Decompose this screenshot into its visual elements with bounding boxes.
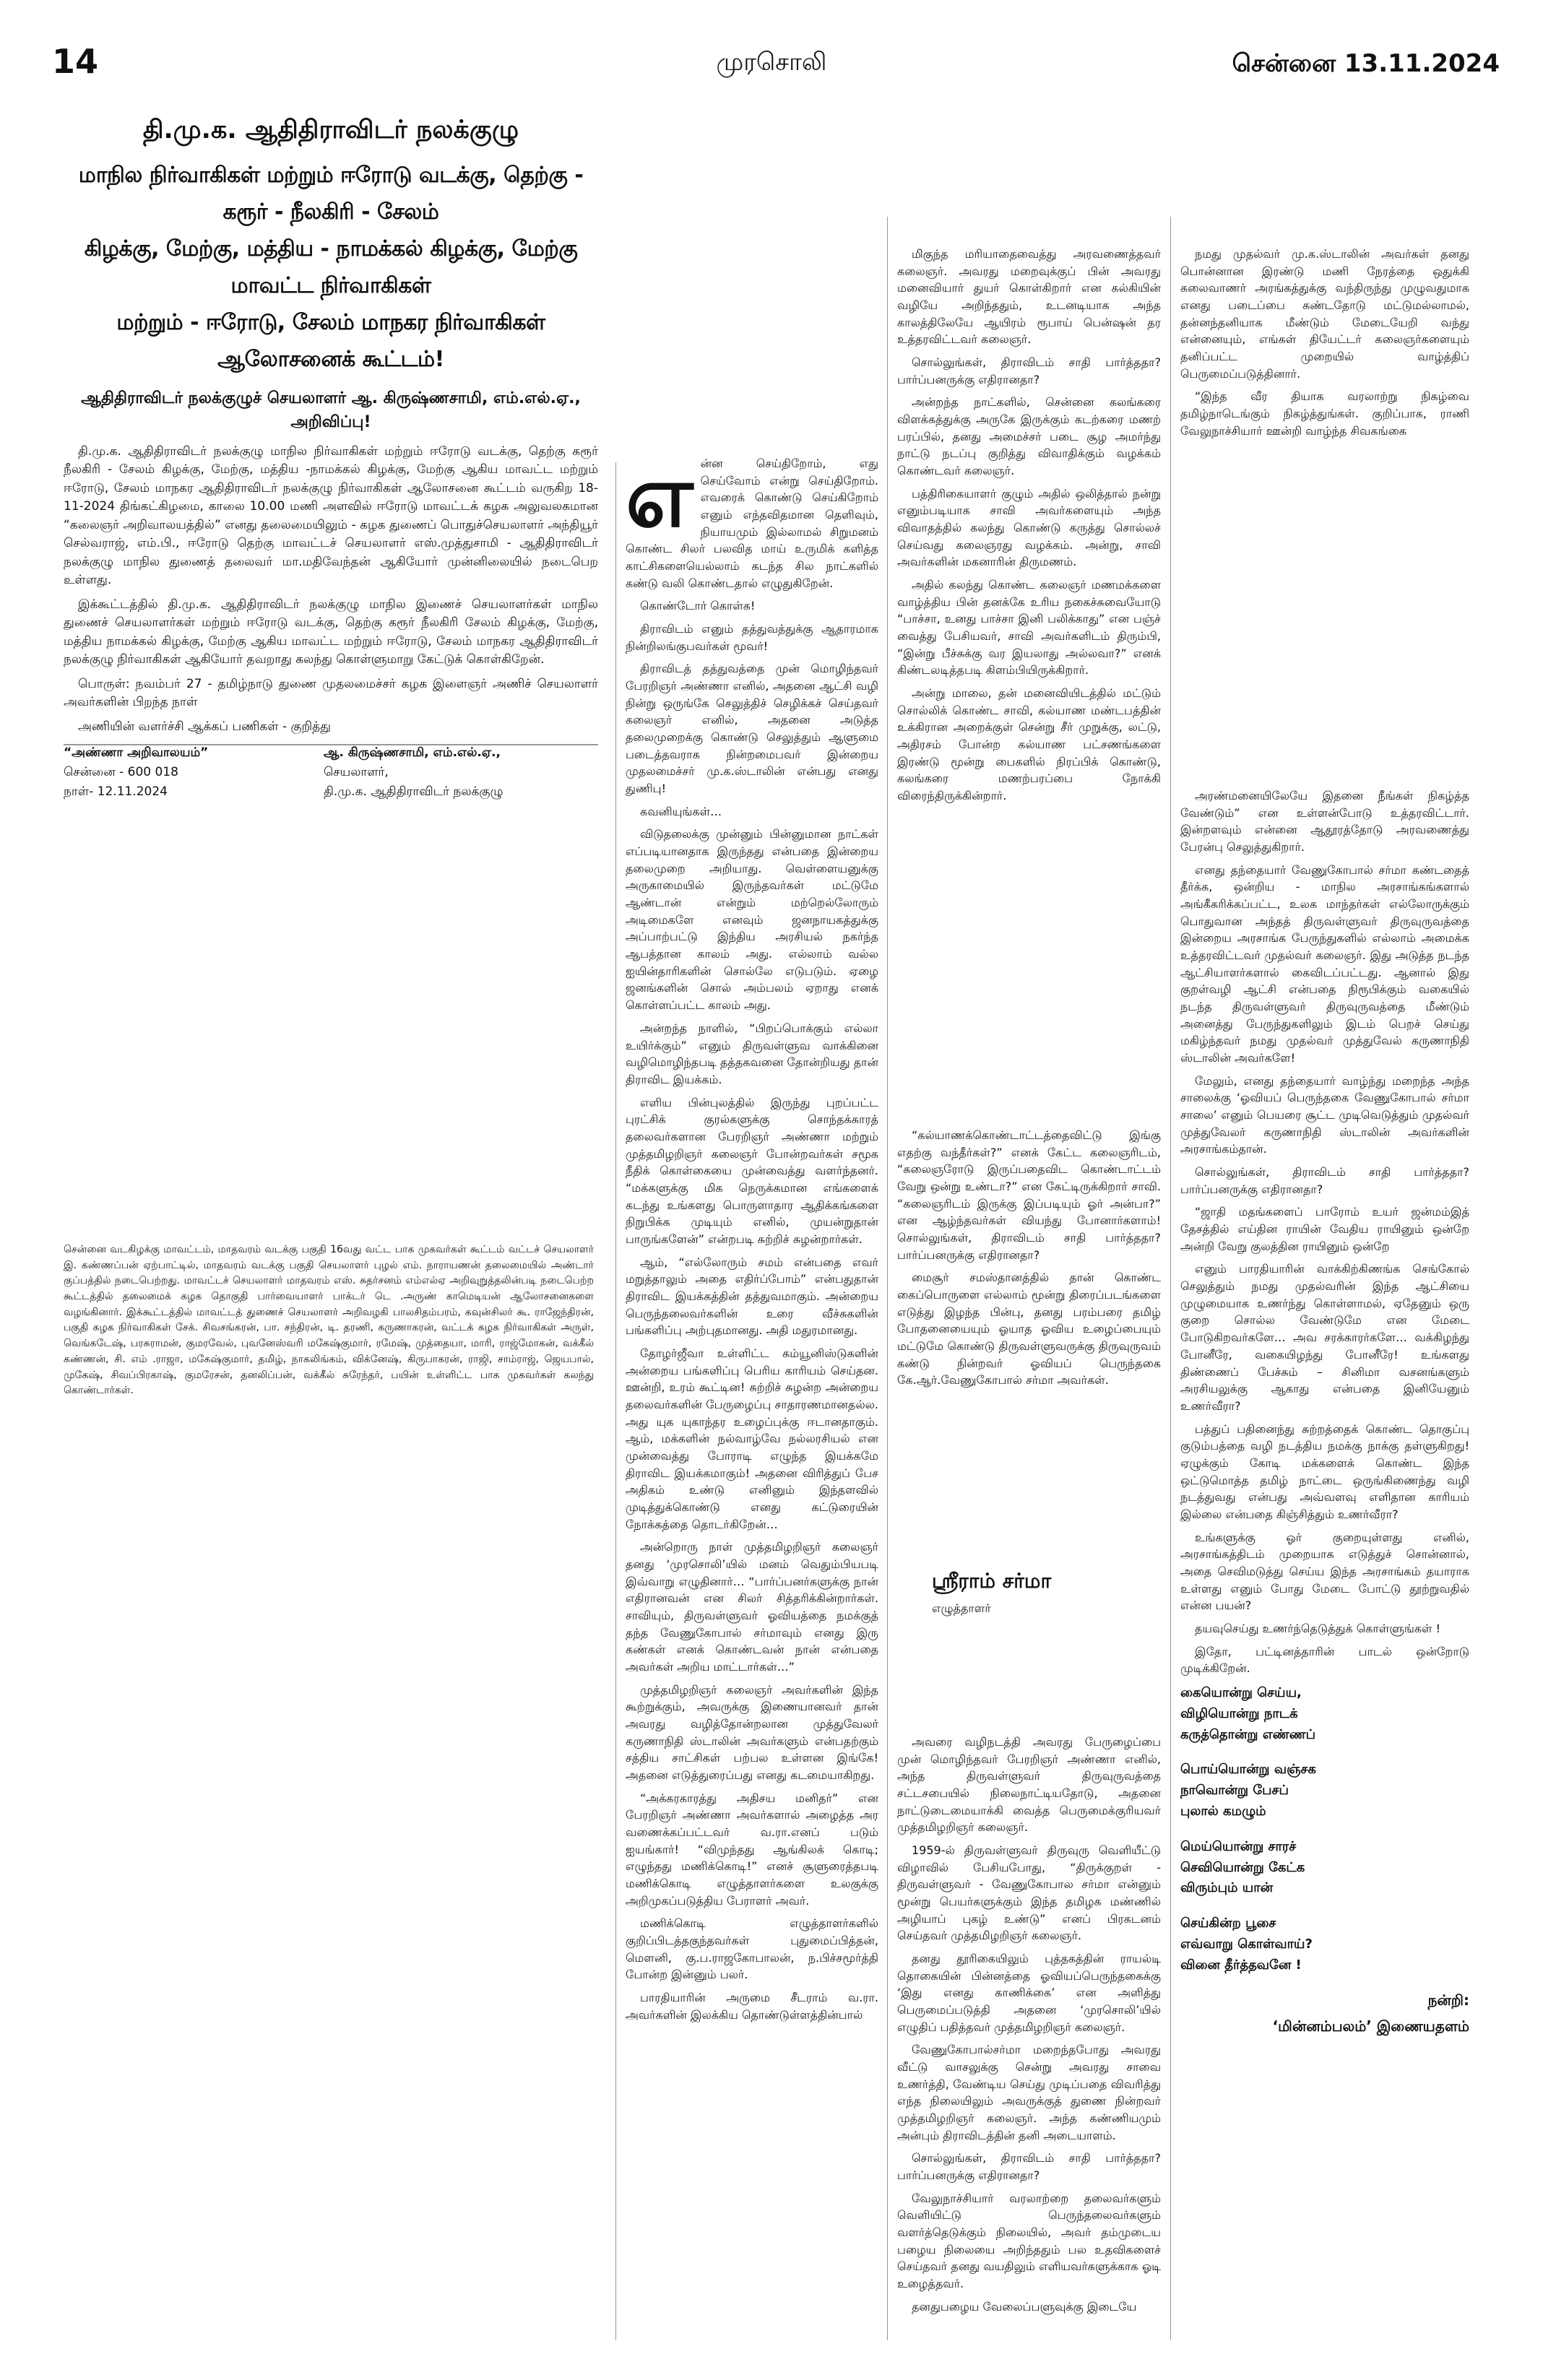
author-byline (932, 1569, 1149, 1617)
article-paragraph: மேலும், எனது தந்தையார் வாழ்ந்து மறைந்த அந்த சாலைக்கு ‘ஓவியப் பெருந்தகை வேணுகோபால் சர்மா சாலை’ எனும் பெயரை சூட்ட முடிவெடுத்தும் முதல்வர் முத்துவேலர் கருணாநிதி ஸ்டாலின் அவர்களின் அரசாங்கம்தான். (1180, 1073, 1469, 1156)
paper-name: முரசொலி (716, 48, 827, 77)
article-paragraph: விடுதலைக்கு முன்னும் பின்னுமான நாட்கள் எப்படியானதாக இருந்தது என்பதை இன்றைய தலைமுறை அறியாது. வெள்ளையனுக்கு அருகாமையில் இருந்தவர்கள் மட்டுமே ஆண்டான் என்றும் மற்றெல்லோரும் அடிமைகளே எனவும் ஜனநாயகத்துக்கு அப்பாற்பட்டு இந்திய அரசியல் நகர்ந்த ஆபத்தான காலம் அது. எல்லாம் வல்ல ஐயின்தாரிகளின் சொல்லே எடுபடும். ஏழை ஜனங்களின் சொல் அம்பலம் ஏறாது எனக் கொள்ளப்பட்ட காலம் அது. (626, 827, 878, 1013)
article-paragraph: “அக்கரகாரத்து அதிசய மனிதர்” என பேரறிஞர் அண்ணா அவர்களால் அழைத்த அர வணைக்கப்பட்டவர் வ.ரா.எனப் படும் ஐயங்கார்! “விமுந்தது ஆங்கிலக் கொடி; எழுந்தது மணிக்கொடி!” எனச் சூளுரைத்தபடி மணிக்கொடி எழுத்தாளர்களை உலகுக்கு அறிமுகப்படுத்திய பேராளர் அவர். (626, 1791, 878, 1908)
article-paragraph: தனது தூரிகையிலும் புத்தகத்தின் ராயல்டி தொகையின் பின்னத்தை ஓவியப்பெருந்தகைக்கு ‘இது எனது காணிக்கை’ என அளித்து பெருமைப்படுத்தி அதனை ‘முரசொலி’யில் எழுதிப் பதித்தவர் முத்தமிழறிஞர் கலைஞர். (897, 1952, 1161, 2034)
article-paragraph: எனும் பாரதியாரின் வாக்கிற்கிணங்க செங்கோல் செலுத்தும் நமது முதல்வரின் இந்த ஆட்சியை முழுமையாக உணர்ந்து கொள்ளாமல், ஏதேனும் ஒரு குறை சொல்ல வேண்டுமே என மேடை போடுகிறவர்களே… அவ சரக்காரர்களே… வக்கிழந்து போனீரே, வகையிழந்து போனீரே! உங்களது திண்ணைப் பேச்சும் – சினிமா வசனங்களும் அரசியலுக்கு ஆகாது என்பதை இனியேனும் உணர்வீரா? (1180, 1262, 1469, 1413)
notice-headline-line: கிழக்கு, மேற்கு, மத்திய - நாமக்கல் கிழக்கு, மேற்கு மாவட்ட நிர்வாகிகள் (84, 235, 578, 298)
address-name: “அண்ணா அறிவாலயம்” (64, 745, 209, 760)
agenda-label: பொருள்: (78, 676, 130, 691)
address-city: சென்னை - 600 018 (64, 765, 178, 780)
signer-org: தி.மு.க. ஆதிதிராவிடர் நலக்குழு (324, 784, 503, 800)
article-col-2-middle (897, 1127, 1161, 1395)
dropcap: எ (626, 446, 693, 547)
thanks-label: நன்றி: (1427, 1991, 1469, 2009)
poem-stanza: மெய்யொன்று சாரச் செவியொன்று கேட்க விரும்பும் யான் (1180, 1838, 1305, 1896)
article-paragraph: அன்றொரு நாள் முத்தமிழறிஞர் கலைஞர் தனது ‘முரசொலி’யில் மனம் வெதும்பியபடி இவ்வாறு எழுதினார்… “பார்ப்பனர்களுக்கு நான் எதிரானவன் என சிலர் சித்தரிக்கின்றார்கள். சாவியும், திருவள்ளுவர் ஓவியத்தை நமக்குத் தந்த வேணுகோபால் சர்மாவும் எனது இரு கண்கள் எனக் கொண்டவன் நான் என்பதை அவர்கள் அறிய மாட்டார்கள்…” (626, 1540, 878, 1674)
article-paragraph: அரண்மனையிலேயே இதனை நீங்கள் நிகழ்த்த வேண்டும்” என உள்ளன்போடு உத்தரவிட்டார். இன்றளவும் என்னை ஆதூரத்தோடு அரவணைத்து பேரன்பு செலுத்துகிறார். (1180, 789, 1469, 854)
notice-headline (64, 157, 598, 378)
article-paragraph: 1959-ல் திருவள்ளுவர் திருவுரு வெளியீட்டு விழாவில் பேசியபோது, “திருக்குறள் - திருவள்ளுவர் - வேணுகோபால சர்மா என்னும் மூன்று பெயர்களுக்கும் இந்த தமிழக மண்ணில் அழியாப் புகழ் உண்டு” எனப் பிரகடனம் செய்தவர் முத்தமிழறிஞர் கலைஞர். (897, 1843, 1161, 1943)
article-paragraph: சொல்லுங்கள், திராவிடம் சாதி பார்த்ததா? பார்ப்பனருக்கு எதிரானதா? (1180, 1165, 1469, 1196)
article-paragraph: கவனியுங்கள்… (640, 804, 722, 818)
article-paragraph: “இந்த வீர தியாக வரலாற்று நிகழ்வை தமிழ்நாடெங்கும் நிகழ்த்துங்கள். குறிப்பாக, ராணி வேலுநாச்சியார் ஊன்றி வாழ்ந்த சிவகங்கை (1180, 389, 1469, 438)
article-paragraph: “ஜாதி மதங்களைப் பாரோம் உயர் ஜன்மம்இத் தேசத்தில் எய்தின ராயின் வேதிய ராயினும் ஒன்றே அன்றி வேறு குலத்தின ராயினும் ஒன்றே (1180, 1205, 1469, 1253)
article-paragraph: தனதுபழைய வேலைப்பளுவுக்கு இடையே (912, 2299, 1137, 2314)
article-paragraph: சொல்லுங்கள், திராவிடம் சாதி பார்த்ததா? பார்ப்பனருக்கு எதிரானதா? (897, 355, 1161, 386)
article-paragraph: இதோ, பட்டினத்தாரின் பாடல் ஒன்றோடு முடிக்கிறேன். (1180, 1644, 1469, 1676)
article-paragraph: வேலுநாச்சியார் வரலாற்றை தலைவர்களும் வெளியிட்டு பெருந்தலைவர்களும் வளர்த்தெடுக்கும் நிலையில், அவர் தம்முடைய பழைய நிலையை அறிந்ததும் பல உதவிகளைச் செய்தவர் தனது வயதிலும் எளியவர்களுக்காக ஓடி உழைத்தவர். (897, 2191, 1161, 2291)
notice-date: நாள்- 12.11.2024 (64, 784, 168, 800)
article-paragraph: அவரை வழிநடத்தி அவரது பேருழைப்பை முன் மொழிந்தவர் பேரறிஞர் அண்ணா எனில், அந்த திருவள்ளுவர் திருவுருவத்தை சட்டசபையில் நிலைநாட்டியதோடு, அதனை நாட்டுடைமையாக்கி வைத்த பெருமைக்குரியவர் முத்தமிழறிஞர் கலைஞர். (897, 1735, 1161, 1835)
column-rule (615, 462, 616, 2340)
notice-paragraph: தி.மு.க. ஆதிதிராவிடர் நலக்குழு மாநில நிர்வாகிகள் மற்றும் ஈரோடு வடக்கு, தெற்கு கரூர் நீலகிரி - சேலம் கிழக்கு, மேற்கு, மத்திய -நாமக்கல் கிழக்கு, மேற்கு ஆகிய மாவட்ட மற்றும் ஈரோடு, சேலம் மாநகர ஆதிதிராவிடர் நலக்குழு நிர்வாகிகள் ஆலோசனை கூட்டம் வருகிற 18-11-2024 திங்கட்கிழமை, காலை 10.00 மணி அளவில் ஈரோடு மாவட்டக் கழக அலுவலகமான “கலைஞர் அறிவாலயத்தில்” எனது தலைமையிலும் - கழக துணைப் பொதுச்செயலாளர் அந்தியூர் செல்வராஜ், எம்.பி., ஈரோடு தெற்கு மாவட்டச் செயலாளர் எஸ்.முத்துசாமி - ஆதிதிராவிடர் நலக்குழு மாநில துணைத் தலைவர் மா.மதிவேந்தன் ஆகியோர் முன்னிலையில் நடைபெற உள்ளது. (64, 443, 598, 587)
notice-agenda (64, 675, 598, 712)
notice-headline-line: மற்றும் - ஈரோடு, சேலம் மாநகர நிர்வாகிகள் ஆலோசனைக் கூட்டம்! (116, 309, 545, 372)
poem-stanza: செய்கின்ற பூசை எவ்வாறு கொள்வாய்? வினை தீர்த்தவனே ! (1180, 1916, 1313, 1973)
poem-stanza: பொய்யொன்று வஞ்சக நாவொன்று பேசப் புலால் கமழும் (1180, 1762, 1316, 1819)
notice-divider (64, 744, 598, 745)
article-paragraph: உங்களுக்கு ஓர் குறையுள்ளது எனில், அரசாங்கத்திடம் முறையாக எடுத்துச் சொன்னால், அதை செவிமடுத்து செய்ய இந்த அரசாங்கம் தயாராக உள்ளது எனும் போது மேடை போட்டு தூற்றுவதில் என்ன பயன்? (1180, 1530, 1469, 1613)
article-paragraph: எளிய பின்புலத்தில் இருந்து புறப்பட்ட புரட்சிக் குரல்களுக்கு சொந்தக்காரத் தலைவர்களான பேரறிஞர் அண்ணா மற்றும் முத்தமிழறிஞர் கலைஞர் போன்றவர்கள் சமூக நீதிக் கொள்கையை முன்வைத்து வளர்ந்தனர். “மக்களுக்கு மிக நெருக்கமான எங்களைக் கடந்து உங்களது பொருளாதார ஆதிக்கங்களை நிறுபிக்க முடியும் எனில், முயன்றுதான் பாருங்களேன்” என்றபடி சுற்றிச் சுழன்றார்கள். (626, 1095, 878, 1246)
poem-stanza: கையொன்று செய்ய, விழியொன்று நாடக் கருத்தொன்று எண்ணப் (1180, 1684, 1316, 1742)
notice-subheading: ஆதிதிராவிடர் நலக்குழுச் செயலாளர் ஆ. கிருஷ்ணசாமி, எம்.எல்.ஏ., அறிவிப்பு! (81, 389, 581, 431)
article-paragraph: பத்துப் பதினைந்து சுற்றத்தைக் கொண்ட தொகுப்பு குடும்பத்தை வழி நடத்திய நமக்கு நாக்கு தள்ளுகிறது! ஏழுக்கும் கோடி மக்களைக் கொண்ட இந்த ஒட்டுமொத்த தமிழ் நாட்டை ஒருங்கிணைந்து வழி நடத்துவது என்பது அவ்வளவு எளிதான காரியம் இல்லை என்பதை கிஞ்சித்தும் உணர்வீரா? (1180, 1421, 1469, 1521)
article-paragraph: அன்றந்த நாளில், “பிறப்பொக்கும் எல்லா உயிர்க்கும்” எனும் திருவள்ளுவ வாக்கினை வழிமொழிந்தபடி தத்தகவனை தோன்றியது தான் திராவிட இயக்கம். (626, 1021, 878, 1086)
article-paragraph: அன்று மாலை, தன் மனைவியிடத்தில் மட்டும் சொல்லிக் கொண்ட சாவி, கல்யாண மண்டபத்தின் உக்கிரான அறைக்குள் சென்று சீர் முறுக்கு, லட்டு, அதிரசம் போன்ற கல்யாண பட்சணங்களை இரண்டு மூன்று பைகளில் நிரப்பிக் கொண்டு, கலங்கரை மணற்பரப்பை நோக்கி விரைந்திருக்கின்றார். (897, 686, 1161, 803)
agenda-text: நவம்பர் 27 - தமிழ்நாடு துணை முதலமைச்சர் கழக இளைஞர் அணிச் செயலாளர் அவர்களின் பிறந்த நாள் (64, 676, 599, 709)
article-paragraph: தயவுசெய்து உணர்ந்தெடுத்துக் கொள்ளுங்கள் ! (1195, 1621, 1441, 1635)
article-paragraph: தோழர்ஜீவா உள்ளிட்ட கம்யூனிஸ்டுகளின் அன்றைய பங்களிப்பு பெரிய காரியம் செய்தன. ஊன்றி, உரம் கூட்டின! சுற்றிச் சுழன்ற அன்றைய தலைவர்களின் பேருழைப்பு சாதாரணமானதல்ல. அது யுக யுகாந்தர உழைப்புக்கு ஈடானதாகும். ஆம், மக்களின் நல்வாழ்வே நல்லரசியல் என முன்வைத்து போராடி எழுந்த இயக்கமே திராவிட இயக்கமாகும்! அதனை விரித்துப் பேச அதிகம் உண்டு எனினும் இந்தளவில் முடித்துக்கொண்டு எனது கட்டுரையின் நோக்கத்தை தொடர்கிறேன்… (626, 1346, 878, 1531)
masthead (0, 0, 1543, 94)
signer-role: செயலாளர், (324, 765, 389, 780)
article-paragraph: மைசூர் சமஸ்தானத்தில் தான் கொண்ட கைப்பொருளை எல்லாம் மூன்று திரைப்படங்களை எடுத்து இழந்த பின்பு, தனது பரம்பரை தமிழ் போதனையையும் ஓயாத ஓவிய உழைப்பையும் மட்டுமே கொண்டு திருவள்ளுவருக்கு திருவுருவம் கண்டு நின்றவர் ஓவியப் பெருந்தகை கே.ஆர்.வேணுகோபால் சர்மா அவர்கள். (897, 1271, 1161, 1388)
article-paragraph: பாரதியாரின் அருமை சீடராம் வ.ரா. அவர்களின் இலக்கிய தொண்டுள்ளத்தின்பால் (626, 1991, 878, 2022)
article-paragraph: முத்தமிழறிஞர் கலைஞர் அவர்களின் இந்த கூற்றுக்கும், அவருக்கு இணையானவர் தான் அவரது வழித்தோன்றலான முத்துவேலர் கருணாநிதி ஸ்டாலின் அவர்களும் என்பதற்கும் சத்திய சாட்சிகள் பற்பல உள்ளன இங்கே! அதனை எடுத்துரைப்பது எனது கடமையாகிறது. (626, 1682, 878, 1783)
notice-paragraph: இக்கூட்டத்தில் தி.மு.க. ஆதிதிராவிடர் நலக்குழு மாநில இணைச் செயலாளர்கள் மாநில துணைச் செயலாளர்கள் மற்றும் ஈரோடு வடக்கு, தெற்கு கரூர் நீலகிரி சேலம் கிழக்கு, மேற்கு, மத்திய நாமக்கல் கிழக்கு, மேற்கு ஆகிய மாவட்ட மற்றும் ஈரோடு, சேலம் மாநகர ஆதிதிராவிடர் நலக்குழு நிர்வாகிகள் ஆகியோர் தவறாது கலந்து கொள்ளுமாறு கேட்டுக் கொள்கிறேன். (64, 597, 598, 667)
author-role: எழுத்தாளர் (932, 1601, 991, 1615)
page-number: 14 (52, 42, 99, 81)
article-paragraph: திராவிடம் எனும் தத்துவத்துக்கு ஆதாரமாக நின்றிலங்குபவர்கள் மூவர்! (626, 622, 878, 653)
article-paragraph: அதில் கலந்து கொண்ட கலைஞர் மணமக்களை வாழ்த்திய பின் தனக்கே உரிய நகைச்சுவையோடு “பாச்சா, உனது பாச்சா இனி பலிக்காது” என பஞ்ச் வைத்து பேசியவர், சாவி அவர்களிடம் திரும்பி, “இன்று பீச்சுக்கு வர இயலாது அல்லவா?” எனக் கிண்டலடித்தபடி கிளம்பியிருக்கிறார். (897, 578, 1161, 678)
article-paragraph: “கல்யாணக்கொண்டாட்டத்தைவிட்டு இங்கு எதற்கு வந்தீர்கள்?” எனக் கேட்ட கலைஞரிடம், “கலைஞரோடு இருப்பதைவிட கொண்டாட்டம் வேறு ஒன்று உண்டா?” என கேட்டிருக்கிறார் சாவி. “கலைஞரிடம் இருக்கு இப்படியும் ஓர் அன்பா?” என ஆழ்ந்தவர்கள் வியந்து போனார்களாம்! சொல்லுங்கள், திராவிடம் சாதி பார்த்ததா? பார்ப்பனருக்கு எதிரானதா? (897, 1128, 1161, 1262)
source-credit: ‘மின்னம்பலம்’ இணையதளம் (1272, 2017, 1469, 2035)
article-paragraph: திராவிடத் தத்துவத்தை முன் மொழிந்தவர் பேரறிஞர் அண்ணா எனில், அதனை ஆட்சி வழி நின்று ஒருங்கே செலுத்திச் செழிக்கச் செய்தவர் கலைஞர் எனில், அதனை அடுத்த தலைமுறைக்கு கொண்டு செலுத்தும் ஆளுமை படைத்தவராக நின்றமைபவர் இன்றைய முதலமைச்சர் மு.க.ஸ்டாலின் என்பது எனது துணிபு! (626, 662, 878, 796)
article-col-2-upper (897, 246, 1161, 810)
notice-headline-line: மாநில நிர்வாகிகள் மற்றும் ஈரோடு வடக்கு, தெற்கு - கரூர் - நீலகிரி - சேலம் (78, 162, 584, 225)
article-paragraph: மணிக்கொடி எழுத்தாளர்களில் குறிப்பிடத்தகுந்தவர்கள் புதுமைப்பித்தன், மௌனி, கு.ப.ராஜகோபாலன், ந.பிச்சமூர்த்தி போன்ற இன்னும் பலர். (626, 1916, 878, 1982)
notice-agenda-note: அணியின் வளர்ச்சி ஆக்கப் பணிகள் - குறித்து (78, 719, 331, 734)
notice (64, 95, 598, 813)
article-col-3-lower (1180, 787, 1469, 2038)
article-paragraph: வேணுகோபால்சர்மா மறைந்தபோது அவரது வீட்டு வாசலுக்கு சென்று அவரது சாவை உணர்த்தி, வேண்டிய செய்து முடிப்பதை விவரித்து எந்த நிலையிலும் அவருக்குத் துணை நின்றவர் முத்தமிழறிஞர் கலைஞர். அந்த கண்ணியமும் அன்பும் திராவிடத்தின் தனி அடையாளம். (897, 2043, 1161, 2142)
article-col-1 (626, 446, 878, 2029)
column-rule (887, 217, 888, 2340)
photo-caption: சென்னை வடகிழக்கு மாவட்டம், மாதவரம் வடக்கு பகுதி 16வது வட்ட பாக முகவர்கள் கூட்டம் வட்டச் செயலாளர் இ. கண்ணப்பன் ஏற்பாட்டில், மாதவரம் வடக்கு பகுதி செயலாளர் புழல் எம். நாராயணன் தலைமையில் அண்டார் குப்பத்தில் நடைபெற்றது. மாவட்டச் செயலாளர் மாதவரம் எஸ். சுதர்சனம் எம்எல்ஏ அறிவுறுத்தலின்படி நடைபெற்ற கூட்டத்தில் தலைமைக் கழக தொகுதி பார்வையாளர் பாக்டர் டெ .அருண் காமெடியன் ஆலோசனைகளை வழங்கினார். இக்கூட்டத்தில் மாவட்டத் துணைச் செயலாளர் அறிவழகி பாலசிதம்பரம், கவுன்சிலர் கூ. ராஜேந்திரன், பகுதி கழக நிர்வாகிகள் சேக். சிவசங்கரன், பா. சந்திரன், டி. தரணி, கருணாகரன், வட்டக் கழக நிர்வாகிகள் அருள், வெங்கடேஷ், பரசுராமன், குமரவேல், புவனேஸ்வரி மகேஷ்குமார், ரமேஷ், முத்தையா, மாரி, ராஜ்மோகன், வக்கீல் கண்ணன், சி. எம் .ராஜா, மகேஷ்குமார், தமிழ், நாகலிங்கம், விக்னேஷ், கிருபாகரன், ராஜி, சாம்ராஜ், ஜெயபால், முகேஷ், சிவப்பிரகாஷ், குமரேசன், தனலிப்பன், வக்கீல் சுரேந்தர், பயின் உள்ளிட்ட பாக முகவர்கள் கலந்து கொண்டார்கள். (64, 1244, 594, 1397)
article-paragraph: ஆம், “எல்லோரும் சமம் என்பதை எவர் மறுத்தாலும் அதை எதிர்ப்போம்” என்பதுதான் திராவிட இயக்கத்தின் தத்துவமாகும். அன்றைய பெருந்தலைவர்களின் உரை வீச்சுகளின் பங்களிப்பு அற்புதமானது. அதி மதுரமானது. (626, 1255, 878, 1338)
article-paragraph: பத்திரிகையாளர் குழும் அதில் ஒலித்தால் நன்று எனும்படியாக சாவி அவர்களையும் அந்த விவாதத்தில் கலந்து கொண்டு கருத்து சொல்லச் செய்வது கலைஞரது வழக்கம். அன்று, சாவி அவர்களின் மகனாரின் திருமணம். (897, 486, 1161, 569)
article-paragraph: கொண்டோர் கொள்க! (640, 599, 756, 613)
article-col-2-lower (897, 1734, 1161, 2321)
article-paragraph: நமது முதல்வர் மு.க.ஸ்டாலின் அவர்கள் தனது பொன்னான இரண்டு மணி நேரத்தை ஒதுக்கி கலைவாணர் அரங்கத்துக்கு வந்திருந்து முழுவதுமாக எனது படைப்பை கண்டதோடு மட்டுமல்லாமல், தன்னந்தனியாக மீண்டும் மேடையேறி வந்து என்னையும், எங்கள் தியேட்டர் கலைஞர்களையும் தனிப்பட்ட முறையில் வாழ்த்திப் பெருமைப்படுத்தினார். (1180, 247, 1469, 381)
article-paragraph: என்ன செய்திறோம், எது செய்வோம் என்று செய்திறோம். எவரைக் கொண்டு செய்கிறோம் எனும் எந்தவிதமான தெளிவும், நியாயமும் இல்லாமல் சிறுமனம் கொண்ட சிலர் பலவித மாய் உருமிக் களித்த காட்சிகளையெல்லாம் கடந்த சில நாட்களில் கண்டு வலி கொண்டதால் எழுதுகிறேன். (626, 446, 878, 590)
notice-org: தி.மு.க. ஆதிதிராவிடர் நலக்குழு (142, 116, 519, 144)
notice-signature (64, 743, 598, 813)
signer-name: ஆ. கிருஷ்ணசாமி, எம்.எல்.ஏ., (324, 745, 501, 760)
author-name: ஸ்ரீராம் சர்மா (932, 1569, 1052, 1593)
article-paragraph: மிகுந்த மரியாதைவைத்து அரவணைத்தவர் கலைஞர். அவரது மறைவுக்குப் பின் அவரது மனைவியார் துயர் கொள்கிறார் என கல்கியின் வழியே அறிந்ததும், உடனடியாக அந்த காலத்திலேயே ஆயிரம் ரூபாய் பென்ஷன் தர உத்தரவிட்டவர் கலைஞர். (897, 247, 1161, 347)
dateline: சென்னை 13.11.2024 (1232, 49, 1500, 78)
article-paragraph: எனது தந்தையார் வேணுகோபால் சர்மா கண்டதைத் தீர்க்க, ஒன்றிய - மாநில அரசாங்கங்களால் அங்கீகரிக்கப்பட்ட, உலக மாந்தர்கள் எல்லோருக்கும் பொதுவான அந்தத் திருவள்ளுவர் திருவுருவத்தை இன்றைய அரசாங்க பேருந்துகளில் எல்லாம் அமைக்க உத்தரவிட்டவர் முதல்வர் கலைஞர். இது அடுத்த நடந்த ஆட்சியாளர்களால் கைவிடப்பட்டது. ஆனால் இது குறள்வழி ஆட்சி என்பதை நிரூபிக்கும் வகையில் நடந்த திருவள்ளுவர் திருவுருவத்தை மீண்டும் அனைத்து பேருந்துகளிலும் இடம் பெறச் செய்து மகிழ்ந்தவர் நமது முதல்வர் முத்துவேல் கருணாநிதி ஸ்டாலின் அவர்களே! (1180, 862, 1469, 1065)
article-col-3-upper (1180, 246, 1469, 445)
column-rule (1170, 217, 1171, 2340)
article-paragraph: சொல்லுங்கள், திராவிடம் சாதி பார்த்ததா? பார்ப்பனருக்கு எதிரானதா? (897, 2151, 1161, 2183)
article-paragraph: அன்றந்த நாட்களில், சென்னை கலங்கரை விளக்கத்துக்கு அருகே இருக்கும் கடற்கரை மணற் பரப்பில், தனது அமைச்சர் படை சூழ அமர்ந்து நாட்டு நடப்பு குறித்து விவாதிக்கும் வழக்கம் கொண்டவர் கலைஞர். (897, 395, 1161, 478)
closing-poem (1180, 1683, 1469, 1976)
